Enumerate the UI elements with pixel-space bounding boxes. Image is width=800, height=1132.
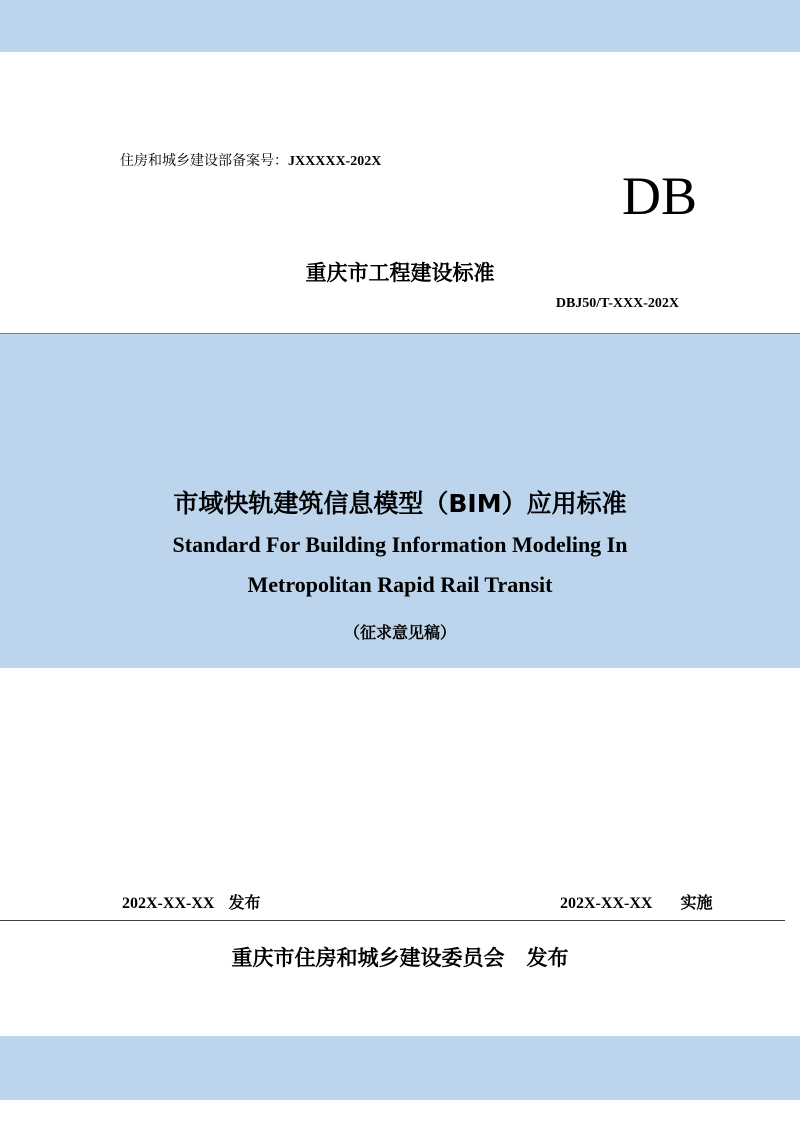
filing-label: 住房和城乡建设部备案号： bbox=[120, 153, 288, 169]
issuer-line bbox=[0, 942, 800, 972]
effective-label: 实施 bbox=[680, 893, 713, 912]
filing-code: JXXXXX-202X bbox=[288, 154, 382, 169]
header-divider bbox=[0, 333, 800, 334]
filing-number bbox=[120, 150, 381, 170]
issuer-name: 重庆市住房和城乡建设委员会 bbox=[231, 946, 505, 970]
effective-date-line bbox=[560, 890, 712, 913]
footer-divider bbox=[0, 920, 785, 921]
standard-number: DBJ50/T-XXX-202X bbox=[555, 296, 679, 311]
issuer-action: 发布 bbox=[526, 946, 569, 970]
issue-date-line bbox=[122, 890, 260, 913]
standard-type: 重庆市工程建设标准 bbox=[305, 261, 495, 285]
issue-date: 202X-XX-XX bbox=[122, 895, 215, 912]
title-chinese: 市域快轨建筑信息模型（BIM）应用标准 bbox=[173, 489, 627, 518]
effective-date: 202X-XX-XX bbox=[560, 895, 653, 912]
title-english-line1: Standard For Building Information Modeling In bbox=[172, 532, 628, 557]
issue-label: 发布 bbox=[228, 893, 261, 912]
db-mark: DB bbox=[621, 166, 697, 226]
bottom-color-band bbox=[0, 1036, 800, 1100]
title-english-line2: Metropolitan Rapid Rail Transit bbox=[247, 572, 553, 597]
draft-note: （征求意见稿） bbox=[343, 623, 456, 642]
top-color-band bbox=[0, 0, 800, 52]
